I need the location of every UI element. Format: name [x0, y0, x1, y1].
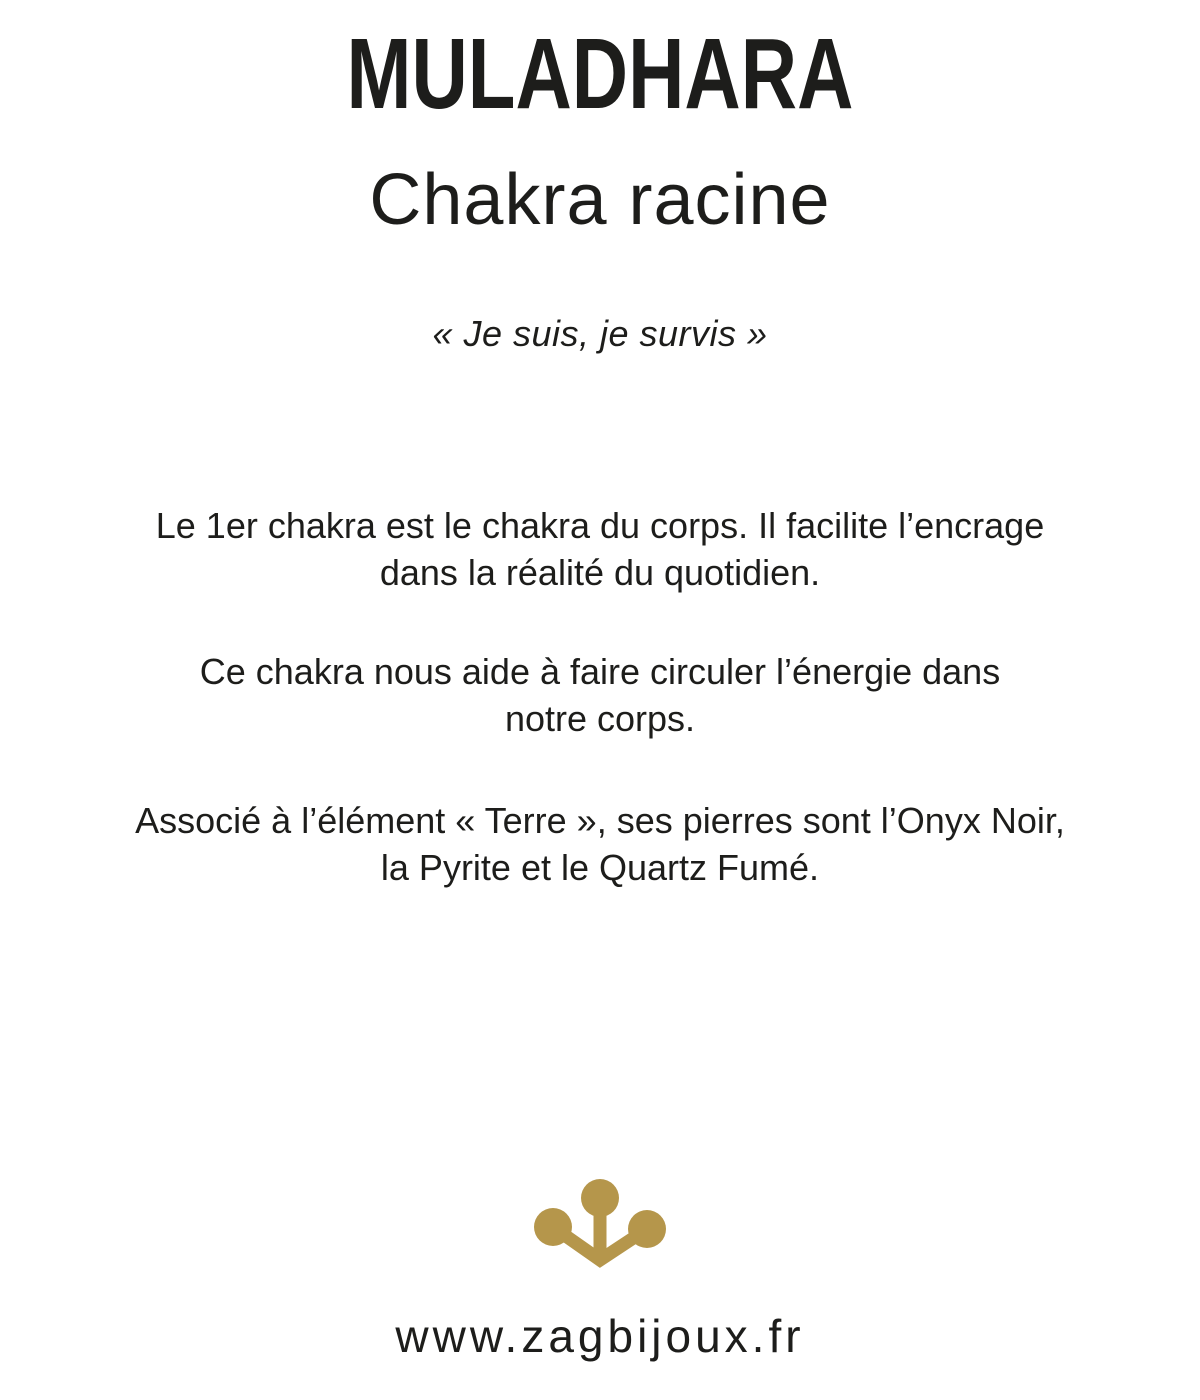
page-subtitle: Chakra racine [369, 160, 831, 240]
three-circle-trident-icon [534, 1179, 666, 1273]
paragraph-line: notre corps. [504, 698, 696, 739]
paragraph-line: Ce chakra nous aide à faire circuler l’énergie dans [199, 651, 1001, 692]
page-title: MULADHARA [346, 18, 854, 130]
description-text [135, 502, 1065, 891]
paragraph-3 [135, 797, 1065, 891]
paragraph-1 [135, 502, 1065, 596]
paragraph-line: Le 1er chakra est le chakra du corps. Il facilite l’encrage [155, 505, 1045, 546]
website-url: www.zagbijoux.fr [395, 1310, 805, 1362]
paragraph-2 [135, 648, 1065, 742]
paragraph-line: la Pyrite et le Quartz Fumé. [380, 847, 820, 888]
brand-logo [534, 1179, 666, 1273]
paragraph-line: dans la réalité du quotidien. [379, 552, 821, 593]
paragraph-line: Associé à l’élément « Terre », ses pierres sont l’Onyx Noir, [135, 800, 1065, 841]
mantra-quote: « Je suis, je survis » [432, 313, 768, 354]
